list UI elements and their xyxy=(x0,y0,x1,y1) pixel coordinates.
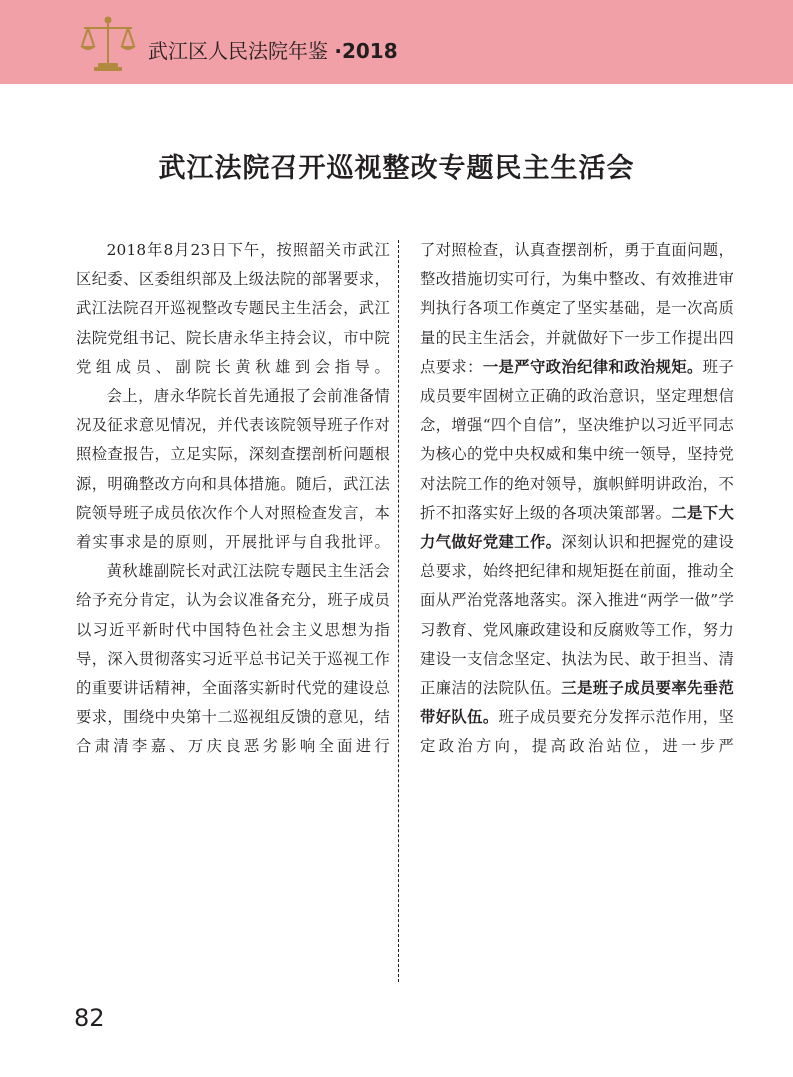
yearbook-title xyxy=(148,38,398,64)
column-divider xyxy=(398,240,399,982)
scales-of-justice-icon xyxy=(78,14,138,72)
requirement-heading-2: 二是下大力气做好党建工作。 xyxy=(420,503,734,552)
yearbook-header-band xyxy=(0,0,793,84)
paragraph: 2018年8月23日下午，按照韶关市武江区纪委、区委组织部及上级法院的部署要求，武江法院召开巡视整改专题民主生活会，武江法院党组书记、院长唐永华主持会议，市中院党组成员、副院长黄秋雄到会指导。 xyxy=(76,241,390,376)
paragraph: 会上，唐永华院长首先通报了会前准备情况及征求意见情况，并代表该院领导班子作对照检查报告，立足实际，深刻查摆剖析问题根源，明确整改方向和具体措施。随后，武江法院领导班子成员依次作个人对照检查发言，本着实事求是的原则，开展批评与自我批评。 xyxy=(76,387,390,552)
page-number: 82 xyxy=(74,1004,105,1032)
paragraph: 黄秋雄副院长对武江法院专题民主生活会给予充分肯定，认为会议准备充分，班子成员以习近平新时代中国特色社会主义思想为指导，深入贯彻落实习近平总书记关于巡视工作的重要讲话精神，全面落实新时代党的建设总要求，围绕中央第十二巡视组反馈的意见，结合肃清李嘉、万庆良恶劣影响全面进行 xyxy=(76,562,390,756)
paragraph-text: 了对照检查，认真查摆剖析，勇于直面问题，整改措施切实可行，为集中整改、有效推进审判执行各项工作奠定了坚实基础，是一次高质量的民主生活会，并就做好下一步工作提出四点要求： xyxy=(420,241,734,376)
article-title: 武江法院召开巡视整改专题民主生活会 xyxy=(158,153,635,184)
paragraph-text: 班子成员要充分发挥示范作用，坚定政治方向，提高政治站位，进一步严 xyxy=(420,708,734,756)
paragraph xyxy=(420,236,734,762)
yearbook-name: 武江区人民法院年鉴 xyxy=(148,39,328,63)
paragraph-text: 班子成员要牢固树立正确的政治意识，坚定理想信念，增强“四个自信”，坚决维护以习近平同志为核心的党中央权威和集中统一领导，坚持党对法院工作的绝对领导，旗帜鲜明讲政治，不折不扣落实好上级的各项决策部署。 xyxy=(420,357,734,522)
requirement-heading-3: 三是班子成员要率先垂范带好队伍。 xyxy=(420,679,734,727)
left-text-column xyxy=(76,236,390,762)
right-text-column xyxy=(420,236,734,762)
requirement-heading-1: 一是严守政治纪律和政治规矩。 xyxy=(482,357,703,376)
paragraph-text: 深刻认识和把握党的建设总要求，始终把纪律和规矩挺在前面，推动全面从严治党落地落实。深入推进“两学一做”学习教育、党风廉政建设和反腐败等工作，努力建设一支信念坚定、执法为民、敢于担当、清正廉洁的法院队伍。 xyxy=(420,533,734,698)
yearbook-year: ·2018 xyxy=(334,39,398,63)
